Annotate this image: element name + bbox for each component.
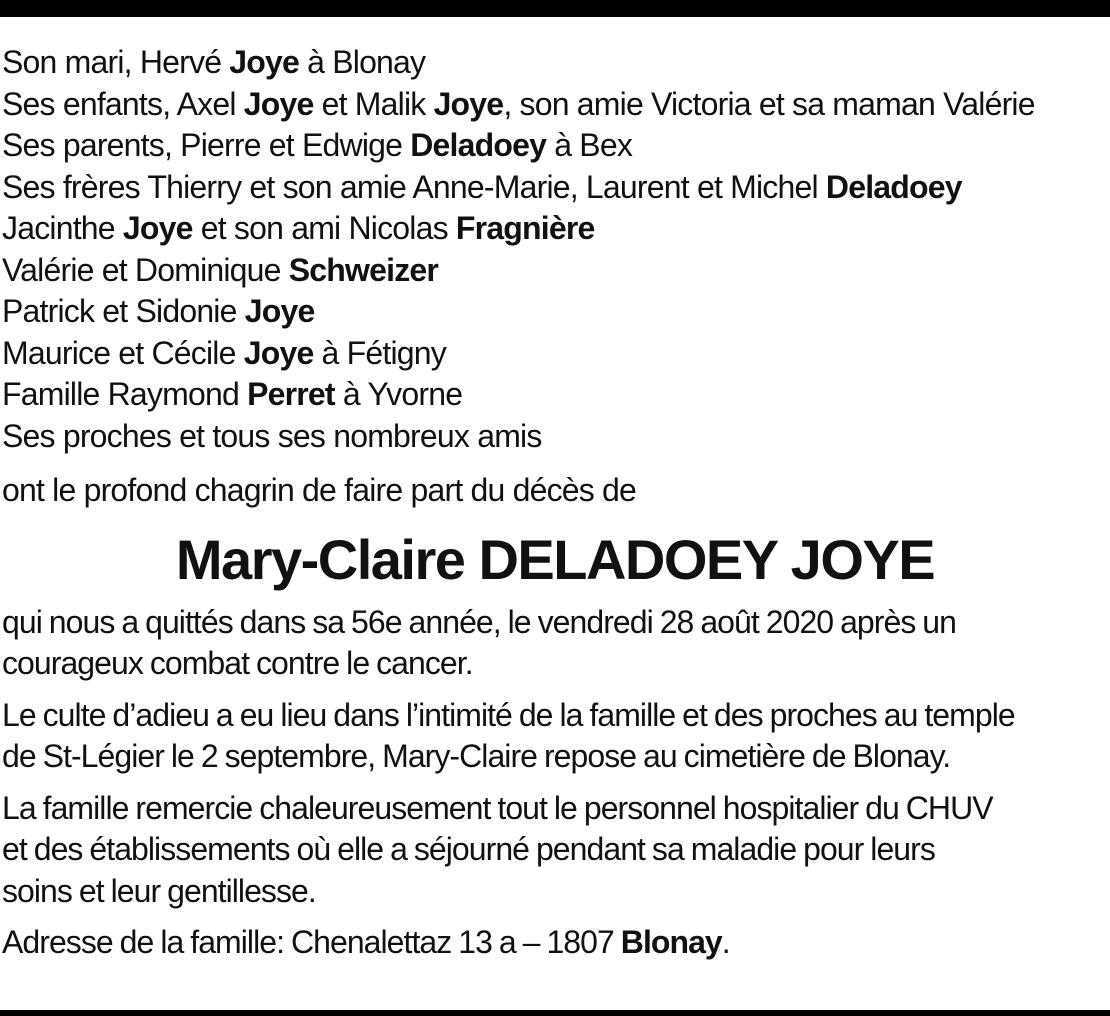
paragraph-line: et des établissements où elle a séjourné pendant sa maladie pour leurs xyxy=(2,831,935,867)
family-text: Famille Raymond xyxy=(2,376,248,412)
family-line xyxy=(2,125,1108,167)
message-body xyxy=(2,602,1108,913)
paragraph-line: qui nous a quittés dans sa 56e année, le vendredi 28 août 2020 après un xyxy=(2,603,957,640)
obituary-notice xyxy=(2,42,1108,964)
family-text: et son ami Nicolas xyxy=(192,210,456,246)
family-line xyxy=(2,208,1108,250)
paragraph-line: La famille remercie chaleureusement tout le personnel hospitalier du CHUV xyxy=(2,789,993,826)
paragraph-line: de St-Légier le 2 septembre, Mary-Claire repose au cimetière de Blonay. xyxy=(2,738,951,774)
family-text: Ses enfants, Axel xyxy=(2,85,244,122)
family-text: Maurice et Cécile xyxy=(2,334,244,371)
family-surname: Joye xyxy=(122,210,193,246)
deceased-name: Mary-Claire DELADOEY JOYE xyxy=(175,527,935,591)
family-text: à Fétigny xyxy=(313,334,446,371)
family-text: Patrick et Sidonie xyxy=(2,293,245,329)
family-list xyxy=(2,42,1108,457)
body-paragraph xyxy=(2,788,1108,913)
family-text: Valérie et Dominique xyxy=(2,251,289,288)
family-surname: Fragnière xyxy=(455,210,595,246)
family-text: Ses proches et tous ses nombreux amis xyxy=(2,417,542,454)
family-text: et Malik xyxy=(313,85,434,122)
family-line xyxy=(2,42,1108,84)
family-text: à Yvorne xyxy=(334,376,463,412)
family-surname: Joye xyxy=(243,334,314,371)
family-line xyxy=(2,291,1108,333)
family-surname: Joye xyxy=(243,85,314,122)
top-rule xyxy=(0,0,1110,17)
family-surname: Joye xyxy=(244,293,315,329)
family-text: Jacinthe xyxy=(2,210,123,246)
family-surname: Deladoey xyxy=(825,168,962,205)
family-text: Ses frères Thierry et son amie Anne-Marie, Laurent et Michel xyxy=(2,168,826,205)
family-line xyxy=(2,333,1108,375)
family-line xyxy=(2,84,1108,126)
body-paragraph xyxy=(2,602,1108,685)
family-surname: Perret xyxy=(247,376,335,412)
family-text: à Blonay xyxy=(299,44,426,80)
family-line xyxy=(2,167,1108,209)
family-line xyxy=(2,374,1108,416)
paragraph-line: courageux combat contre le cancer. xyxy=(2,645,473,681)
family-text: Son mari, Hervé xyxy=(2,44,230,80)
family-surname: Schweizer xyxy=(288,251,439,288)
family-text: , son amie Victoria et sa maman Valérie xyxy=(503,85,1035,122)
bottom-rule xyxy=(0,1010,1110,1016)
family-address xyxy=(2,922,1108,964)
address-suffix: . xyxy=(721,924,730,960)
family-surname: Deladoey xyxy=(410,127,547,163)
address-prefix: Adresse de la famille: Chenalettaz 13 a – 1807 xyxy=(2,924,621,960)
family-surname: Joye xyxy=(433,85,504,122)
family-text: à Bex xyxy=(546,127,633,163)
family-surname: Joye xyxy=(229,44,300,80)
family-line xyxy=(2,416,1108,458)
paragraph-line: Le culte d’adieu a eu lieu dans l’intimité de la famille et des proches au temple xyxy=(2,696,1015,733)
family-line xyxy=(2,250,1108,292)
family-text: Ses parents, Pierre et Edwige xyxy=(2,127,411,163)
intro-text: ont le profond chagrin de faire part du décès de xyxy=(2,472,637,508)
body-paragraph xyxy=(2,695,1108,778)
paragraph-line: soins et leur gentillesse. xyxy=(2,872,316,909)
address-town: Blonay xyxy=(620,924,722,960)
